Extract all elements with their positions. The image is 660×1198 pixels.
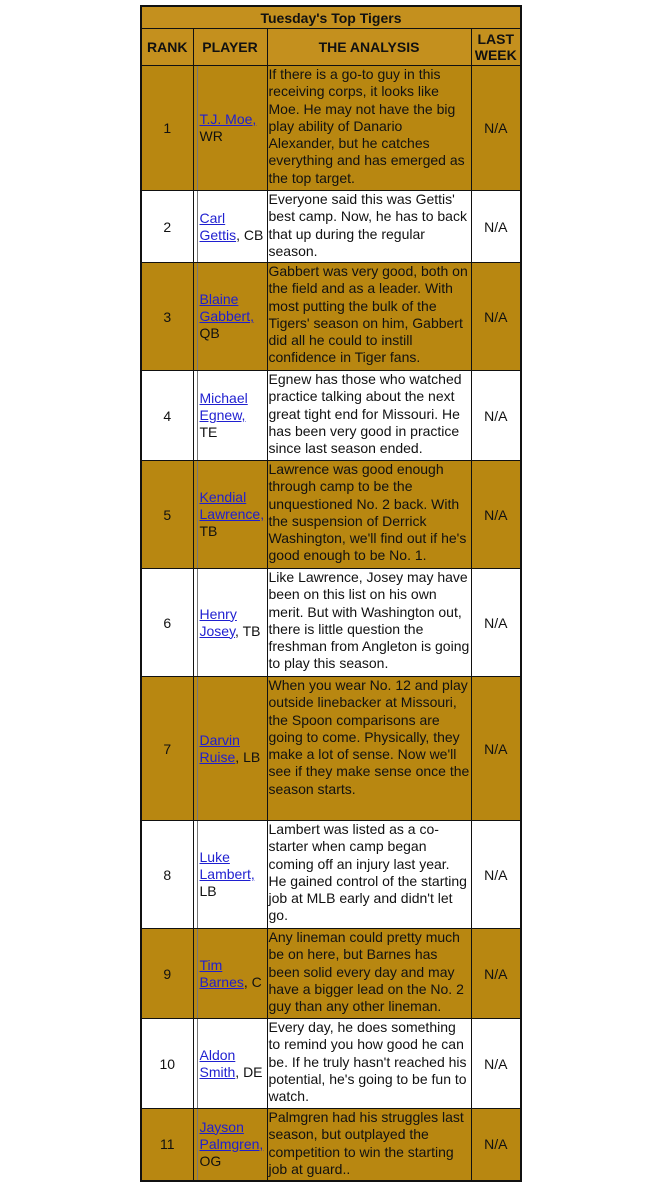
- last-week-value: N/A: [484, 308, 508, 325]
- last-week-value: N/A: [484, 120, 508, 136]
- player-name-link-2[interactable]: Ruise: [199, 748, 236, 765]
- player-name-link-2[interactable]: Barnes: [199, 973, 244, 990]
- player-name-link-2[interactable]: Egnew,: [199, 407, 246, 423]
- analysis-cell: [267, 929, 471, 1019]
- player-position: TB: [199, 523, 218, 539]
- analysis-text: Gabbert was very good, both on the field and as a leader. With most putting the bulk of the Tigers' season on him, Gabbert did all he could to instill confidence in Tiger fans.: [268, 263, 468, 366]
- table-row: [141, 191, 521, 263]
- player-position: LB: [199, 883, 217, 899]
- player-cell: [197, 371, 267, 461]
- analysis-text: Egnew has those who watched practice talking about the next great tight end for Missouri. He has been very good in practice since last season ended.: [268, 371, 462, 457]
- rank-cell: [141, 677, 193, 821]
- rank-value: 6: [163, 614, 172, 631]
- player-name-link-2[interactable]: Gabbert,: [199, 308, 254, 324]
- rank-cell: [141, 1019, 193, 1109]
- analysis-text: Lambert was listed as a co-starter when camp began coming off an injury last year. He gained control of the starting job at MLB early and didn't let go.: [268, 821, 467, 924]
- top-tigers-table: [140, 5, 522, 1182]
- last-week-value: N/A: [484, 407, 508, 424]
- player-cell: [197, 66, 267, 191]
- table-row: [141, 821, 521, 929]
- rank-value: 9: [163, 965, 172, 982]
- last-week-value: N/A: [484, 1136, 508, 1153]
- rank-cell: [141, 263, 193, 371]
- last-week-cell: [471, 1019, 521, 1109]
- last-week-cell: [471, 929, 521, 1019]
- analysis-text: Any lineman could pretty much be on here, but Barnes has been solid every day and may have a bigger lead on the No. 2 guy than any other lineman.: [268, 929, 464, 1015]
- player-cell: [197, 191, 267, 263]
- player-position: WR: [199, 128, 223, 144]
- player-name-link-1[interactable]: Tim: [199, 956, 223, 973]
- player-name-link-2[interactable]: Lawrence,: [199, 506, 265, 522]
- analysis-cell: [267, 461, 471, 569]
- rank-cell: [141, 371, 193, 461]
- table-row: [141, 1019, 521, 1109]
- rank-value: 1: [163, 120, 172, 136]
- player-name-link-1[interactable]: Kendial: [199, 489, 247, 505]
- player-name-link-1[interactable]: Aldon: [199, 1046, 236, 1063]
- table-row: [141, 263, 521, 371]
- player-cell: [197, 1019, 267, 1109]
- analysis-text: Everyone said this was Gettis' best camp. Now, he has to back that up during the regular season.: [268, 191, 467, 259]
- last-week-cell: [471, 569, 521, 677]
- last-week-value: N/A: [484, 506, 508, 523]
- analysis-text: Lawrence was good enough through camp to be the unquestioned No. 2 back. With the suspension of Derrick Washington, we'll find out if he's good enough to be No. 1.: [268, 461, 467, 564]
- table-row: [141, 371, 521, 461]
- rank-value: 2: [163, 218, 172, 235]
- player-position: TE: [199, 424, 218, 440]
- table-row: [141, 929, 521, 1019]
- player-position: OG: [199, 1152, 222, 1169]
- analysis-text: If there is a go-to guy in this receiving corps, it looks like Moe. He may not have the big play ability of Danario Alexander, but he catches everything and has emerged as the top target.: [268, 66, 465, 186]
- player-name-link-2[interactable]: Lambert,: [199, 866, 255, 882]
- last-week-value: N/A: [484, 965, 508, 982]
- last-week-value: N/A: [484, 218, 508, 235]
- rank-cell: [141, 929, 193, 1019]
- player-cell: [197, 569, 267, 677]
- header-analysis: THE ANALYSIS: [267, 29, 471, 66]
- player-position: QB: [199, 325, 220, 341]
- analysis-cell: [267, 66, 471, 191]
- player-cell: [197, 263, 267, 371]
- last-week-cell: [471, 677, 521, 821]
- player-position: , DE: [235, 1063, 263, 1080]
- rank-value: 4: [163, 407, 172, 424]
- rank-value: 8: [163, 866, 172, 883]
- rank-value: 3: [163, 308, 172, 325]
- table-row: [141, 1109, 521, 1181]
- table-row: [141, 677, 521, 821]
- header-last-week: [471, 29, 521, 66]
- last-week-cell: [471, 371, 521, 461]
- player-name-link-1[interactable]: Luke: [199, 849, 230, 865]
- player-name-link-1[interactable]: Henry: [199, 605, 237, 622]
- rank-value: 11: [159, 1136, 175, 1153]
- analysis-cell: [267, 677, 471, 821]
- top-tigers-table-wrapper: [140, 5, 520, 1182]
- header-row: [141, 29, 521, 66]
- header-week: WEEK: [474, 47, 517, 63]
- rank-value: 7: [163, 740, 172, 757]
- player-position: , TB: [235, 622, 261, 639]
- player-name-link-1[interactable]: Carl: [199, 209, 226, 226]
- player-cell: [197, 821, 267, 929]
- header-rank: RANK: [141, 29, 193, 66]
- player-cell: [197, 461, 267, 569]
- player-position: , LB: [235, 748, 261, 765]
- player-position: , CB: [236, 226, 264, 243]
- last-week-cell: [471, 1109, 521, 1181]
- player-name-link-2[interactable]: Palmgren,: [199, 1135, 264, 1152]
- analysis-cell: [267, 191, 471, 263]
- player-name-link-1[interactable]: Darvin: [199, 731, 240, 748]
- analysis-text: Like Lawrence, Josey may have been on this list on his own merit. But with Washington out, there is little question the freshman from Angleton is going to play this season.: [268, 569, 470, 672]
- rank-cell: [141, 1109, 193, 1181]
- last-week-cell: [471, 191, 521, 263]
- header-player: PLAYER: [193, 29, 267, 66]
- analysis-text: Every day, he does something to remind you how good he can be. If he truly hasn't reached his potential, he's going to be fun to watch.: [268, 1019, 467, 1105]
- header-last: LAST: [477, 31, 515, 47]
- player-cell: [197, 929, 267, 1019]
- player-name-link-1[interactable]: Jayson: [199, 1118, 244, 1135]
- analysis-cell: [267, 263, 471, 371]
- rank-cell: [141, 191, 193, 263]
- last-week-cell: [471, 66, 521, 191]
- rank-value: 10: [159, 1055, 176, 1072]
- last-week-cell: [471, 821, 521, 929]
- player-name-link-2[interactable]: Josey: [199, 622, 236, 639]
- last-week-value: N/A: [484, 614, 508, 631]
- player-name-link-1[interactable]: Michael: [199, 390, 248, 406]
- last-week-cell: [471, 461, 521, 569]
- table-title: Tuesday's Top Tigers: [141, 6, 521, 29]
- last-week-value: N/A: [484, 1055, 508, 1072]
- player-cell: [197, 677, 267, 821]
- last-week-cell: [471, 263, 521, 371]
- analysis-cell: [267, 1019, 471, 1109]
- player-name-link-2[interactable]: Smith: [199, 1063, 236, 1080]
- table-row: [141, 569, 521, 677]
- last-week-value: N/A: [484, 740, 508, 757]
- analysis-text: Palmgren had his struggles last season, but outplayed the competition to win the starting job at guard..: [268, 1109, 464, 1177]
- player-position: , C: [243, 973, 262, 990]
- rank-cell: [141, 569, 193, 677]
- rank-cell: [141, 461, 193, 569]
- player-name-link-1[interactable]: Blaine: [199, 291, 239, 307]
- player-name-link-2[interactable]: Gettis: [199, 226, 237, 243]
- player-name-link-1[interactable]: T.J. Moe,: [199, 111, 257, 127]
- analysis-cell: [267, 569, 471, 677]
- analysis-cell: [267, 371, 471, 461]
- analysis-cell: [267, 1109, 471, 1181]
- rank-cell: [141, 821, 193, 929]
- rank-value: 5: [163, 506, 172, 523]
- analysis-text: When you wear No. 12 and play outside linebacker at Missouri, the Spoon comparisons are going to come. Physically, they make a lot of sense. Now we'll see if they make sense once the season starts.: [268, 677, 470, 797]
- rank-cell: [141, 66, 193, 191]
- last-week-value: N/A: [484, 866, 508, 883]
- analysis-cell: [267, 821, 471, 929]
- table-row: [141, 461, 521, 569]
- player-cell: [197, 1109, 267, 1181]
- table-row: [141, 66, 521, 191]
